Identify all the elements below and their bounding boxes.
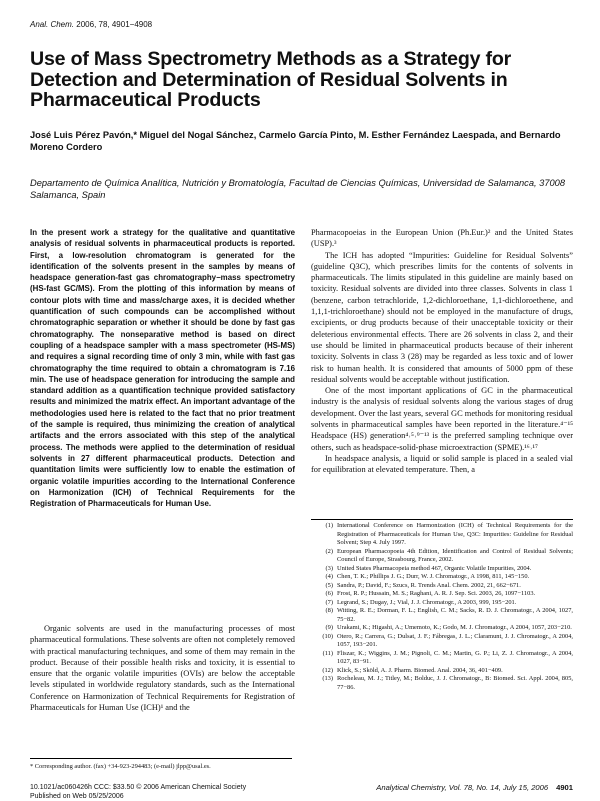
doi-copyright: 10.1021/ac060426h CCC: $33.50 © 2006 American Chemical Society [30, 784, 247, 791]
reference-item [311, 607, 573, 624]
reference-number: (7) [325, 598, 333, 606]
reference-number: (4) [325, 573, 333, 580]
body-paragraph-3: One of the most important applications of GC in the pharmaceutical industry is the analysis of residual solvents along the various stages of drug development. Over the last years, several GC methods for monitoring residual solvents in pharmaceutical samples have been reported in the literature.⁴⁻¹⁵ Headspace (HS) generation⁴˒⁵˒⁹⁻¹³ is the preferred sampling technique over others, such as headspace-solid-phase microextraction (SPME).¹⁶˒¹⁷ [311, 386, 573, 452]
paper-title: Use of Mass Spectrometry Methods as a Strategy for Detection and Determination of Residual Solvents in Pharmaceutical Products [30, 48, 512, 111]
reference-text: Chen, T. K.; Phillips J. G.; Durr, W. J. Chromatogr., A 1998, 811, 145−150. [337, 573, 530, 580]
body-paragraph-2: The ICH has adopted “Impurities: Guideline for Residual Solvents” (guideline Q3C), which prescribes limits for the contents of solvents in pharmaceuticals. The limits stipulated in this guideline are mainly based on toxicity. Residual solvents are divided into three classes. Solvents in class 1 (benzene, carbon tetrachloride, 1,2-dichloroethane, 1,1-dichloroethene, and 1,1,1-trichloroethane) should not be employed in the manufacture of drugs, excipients, or drug products because of their unacceptable toxicity or their deleterious environmental effects. There are 26 solvents in class 2, and their use should be limited in pharmaceutical products because of their inherent toxicity. Solvents in class 3 (28) may be regarded as less toxic and of lower risk to human health. It is considered that amounts of 5000 ppm of these residual solvents would be acceptable without justification. [311, 250, 573, 384]
reference-number: (6) [325, 590, 333, 597]
reference-item [311, 582, 573, 591]
right-column-body [311, 227, 573, 476]
reference-text: Legrand, S.; Dugay, J.; Vial, J. J. Chromatogr., A 2003, 999, 195−201. [337, 598, 517, 606]
reference-item [311, 633, 573, 650]
footer-right [376, 783, 573, 792]
reference-text: Frost, R. P.; Hussain, M. S.; Raghani, A. R. J. Sep. Sci. 2003, 26, 1097−1103. [337, 590, 536, 597]
reference-text: Fliszar, K.; Wiggins, J. M.; Pignoli, C. M.; Martin, G. P.; Li, Z. J. Chromatogr., A 2004, 1027, 83−91. [337, 649, 573, 665]
journal-volume-pages: 2006, 78, 4901−4908 [76, 20, 153, 29]
reference-item [311, 565, 573, 574]
reference-item [311, 599, 573, 608]
journal-name: Anal. Chem. [30, 20, 75, 29]
published-date: Published on Web 05/25/2006 [30, 793, 124, 800]
journal-issue: Analytical Chemistry, Vol. 78, No. 14, July 15, 2006 [376, 783, 549, 792]
abstract: In the present work a strategy for the qualitative and quantitative analysis of residual solvents in pharmaceutical products is reported. First, a low-resolution chromatogram is generated for the identification of the solvents present in the samples by means of headspace generation-fast gas chromatography−mass spectrometry (HS-fast GC/MS). From the plotting of this information by means of contour plots with time and mass/charge axes, it is decided whether quantification of such compounds can be accomplished without chromatographic separation or whether it should be done by fast gas chromatography. The nonseparative method is based on direct coupling of a headspace sampler with a mass spectrometer (HS-MS) and requires a signal recording time of only 3 min, while with fast gas chromatography the time required to obtain a chromatogram is 7.16 min. The use of headspace generation for introducing the sample and standard addition as a quantification technique provided satisfactory results and minimized the matrix effect. An important advantage of the methodologies used here is related to the fact that no prior treatment of the sample is required, thus minimizing the creation of analytical artifacts and the errors associated with this step of the analytical process. The methods were applied to the determination of residual solvents in 27 different pharmaceutical products. Detection and quantitation limits were sufficiently low to enable the estimation of organic volatile impurities according to the International Conference on Harmonization (ICH) of Technical Requirements for the Registration of Pharmaceuticals for Human Use. [30, 228, 295, 509]
references-divider [311, 519, 573, 520]
reference-text: Klick, S.; Sköld, A. J. Pharm. Biomed. Anal. 2004, 36, 401−409. [337, 666, 503, 674]
reference-number: (8) [325, 607, 333, 614]
affiliation: Departamento de Química Analítica, Nutrición y Bromatología, Facultad de Ciencias Químicas, Universidad de Salamanca, 37008 Salamanca, Spain [30, 178, 566, 201]
reference-number: (12) [322, 666, 333, 674]
journal-citation [30, 20, 152, 29]
reference-number: (1) [325, 522, 333, 529]
reference-text: Witting, R. E.; Dorman, F. L.; English, C. M.; Sacks, R. D. J. Chromatogr., A 2004, 1027, 75−82. [337, 607, 573, 623]
reference-text: Rocheleau, M. J.; Titley, M.; Bolduc, J. J. Chromatogr., B: Biomed. Sci. Appl. 2004, 805, 77−86. [337, 675, 573, 691]
reference-text: European Pharmacopoeia 4th Edition, Identification and Control of Residual Solvents; Council of Europe, Strasbourg, France, 2002. [337, 547, 573, 563]
introduction-column [30, 623, 295, 713]
reference-item [311, 624, 573, 633]
reference-text: Sandra, P.; David, F.; Szucs, R. Trends Anal. Chem. 2002, 21, 662−671. [337, 581, 521, 589]
reference-item [311, 667, 573, 676]
reference-item [311, 590, 573, 599]
reference-number: (10) [322, 632, 333, 640]
reference-number: (9) [325, 624, 333, 631]
corresponding-author-footnote: * Corresponding author. (fax) +34-923-294483; (e-mail) jlpp@usal.es. [30, 763, 211, 770]
reference-text: Otero, R.; Carrera, G.; Dulsat, J. F.; Fábregas, J. L.; Claramunt, J. J. Chromatogr., A 2004, 1057, 193−201. [337, 632, 573, 648]
reference-item [311, 548, 573, 565]
footer-left [30, 783, 246, 801]
body-paragraph-1: Pharmacopoeias in the European Union (Ph.Eur.)² and the United States (USP).³ [311, 228, 573, 249]
reference-number: (13) [322, 675, 333, 682]
reference-list [311, 522, 573, 692]
body-paragraph-4: In headspace analysis, a liquid or solid sample is placed in a sealed vial for equilibration at elevated temperature. Then, a [311, 453, 573, 475]
intro-paragraph: Organic solvents are used in the manufacturing processes of most pharmaceutical formulations. These solvents are often not completely removed with practical manufacturing techniques, and some of them may remain in the product. Because of their possible health risks and toxicity, it is essential to ensure that the organic volatile impurities (OVIs) are below the acceptable levels stipulated in worldwide regulatory standards, such as the International Conference on Harmonization of Technical Requirements for Registration of Pharmaceuticals for Human Use (ICH)¹ and the [30, 624, 295, 713]
reference-item [311, 573, 573, 582]
reference-text: United States Pharmacopeia method 467, Organic Volatile Impurities, 2004. [337, 564, 532, 572]
author-list: José Luis Pérez Pavón,* Miguel del Nogal Sánchez, Carmelo García Pinto, M. Esther Fernández Laespada, and Bernardo Moreno Cordero [30, 130, 561, 152]
reference-text: International Conference on Harmonization (ICH) of Technical Requirements for the Registration of Pharmaceuticals for Human Use, Q3C: Impurities: Guideline for Residual Solvent; Step 4. July 1997. [337, 522, 573, 546]
reference-number: (2) [325, 547, 333, 555]
reference-text: Urakami, K.; Higashi, A.; Umemoto, K.; Godo, M. J. Chromatogr., A 2004, 1057, 203−210. [337, 624, 572, 631]
reference-number: (5) [325, 581, 333, 589]
footnote-divider [30, 758, 292, 759]
reference-item [311, 650, 573, 667]
page-number: 4901 [556, 783, 573, 792]
reference-number: (11) [322, 649, 333, 657]
reference-item [311, 522, 573, 548]
reference-number: (3) [325, 564, 333, 572]
reference-item [311, 675, 573, 692]
